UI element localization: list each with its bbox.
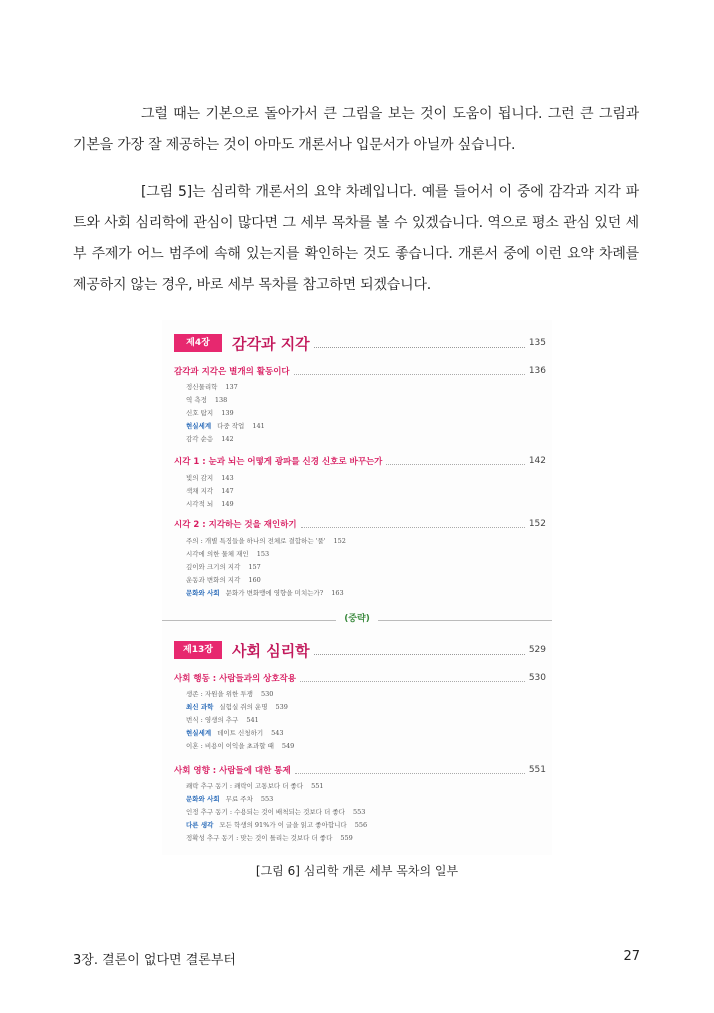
- item-page: 147: [221, 487, 234, 495]
- leader-dots: [295, 767, 525, 774]
- item-text: 모든 학생의 91%가 이 글을 읽고 좋아합니다: [219, 821, 347, 829]
- item-page: 160: [248, 576, 261, 584]
- chapter-badge: 제4장: [174, 334, 222, 352]
- chapter-row: [174, 330, 546, 356]
- section-page: 142: [528, 456, 546, 466]
- toc-figure: [162, 320, 552, 855]
- section-row: [174, 454, 546, 468]
- item-text: 실험실 쥐의 운명: [219, 703, 268, 711]
- toc-item: [186, 794, 273, 804]
- item-page: 530: [260, 690, 274, 698]
- item-text: 문화가 변화맹에 영향을 미치는가?: [225, 589, 324, 597]
- toc-item: [186, 781, 324, 791]
- divider-line: [378, 613, 552, 621]
- divider-label: (중략): [344, 613, 370, 624]
- item-text: 깊이와 크기의 지각: [186, 563, 241, 571]
- leader-dots: [314, 646, 525, 655]
- item-page: 138: [214, 396, 228, 404]
- footer-chapter-label: 3장. 결론이 없다면 결론부터: [73, 953, 236, 968]
- toc-item: [186, 820, 367, 830]
- toc-item: [186, 486, 234, 496]
- toc-item: [186, 395, 227, 405]
- leader-dots: [301, 521, 525, 528]
- figure-caption: [그림 6] 심리학 개론 세부 목차의 일부: [255, 864, 459, 878]
- section-title: 사회 영향 : 사람들에 대한 통제: [174, 766, 291, 776]
- item-text: 다중 작업: [217, 422, 245, 430]
- item-text: 시각적 뇌: [186, 500, 214, 508]
- item-page: 142: [221, 435, 234, 443]
- section-row: [174, 763, 546, 777]
- item-text: 쾌락 추구 동기 : 쾌락이 고통보다 더 좋다: [186, 782, 304, 790]
- section-title: 감각과 지각은 별개의 활동이다: [174, 367, 290, 377]
- item-page: 163: [331, 589, 344, 597]
- item-page: 143: [221, 474, 234, 482]
- item-text: 정신물리학: [186, 383, 218, 391]
- toc-item: [186, 473, 234, 483]
- item-text: 정확성 추구 동기 : 맞는 것이 틀리는 것보다 더 좋다: [186, 834, 333, 842]
- item-text: 무료 주차: [225, 795, 253, 803]
- body-paragraph-2: [그림 5]는 심리학 개론서의 요약 차례입니다. 예를 들어서 이 중에 감각과 지각 파트와 사회 심리학에 관심이 많다면 그 세부 목차를 볼 수 있겠습니다. 역으로 평소 관심 있던 세부 주제가 어느 범주에 속해 있는지를 확인하는 것도 좋습니다. 개론서 중에 이런 요약 차례를 제공하지 않는 경우, 바로 세부 목차를 참고하면 되겠습니다.: [73, 184, 639, 293]
- chapter-title: 감각과 지각: [232, 334, 310, 353]
- toc-item: [186, 536, 346, 546]
- item-tag: 현실세계: [186, 729, 212, 737]
- item-page: 549: [281, 742, 295, 750]
- toc-item: [186, 689, 273, 699]
- toc-item: [186, 382, 238, 392]
- chapter-page: 135: [528, 338, 546, 348]
- item-text: 운동과 변화의 지각: [186, 576, 241, 584]
- leader-dots: [300, 675, 525, 682]
- item-page: 541: [246, 716, 259, 724]
- item-page: 551: [311, 782, 324, 790]
- item-tag: 최신 과학: [186, 703, 214, 711]
- item-page: 139: [221, 409, 234, 417]
- section-page: 530: [528, 673, 546, 683]
- section-title: 사회 행동 : 사람들과의 상호작용: [174, 674, 296, 684]
- item-text: 시각에 의한 물체 재인: [186, 550, 249, 558]
- item-page: 149: [221, 500, 234, 508]
- toc-item: [186, 434, 234, 444]
- item-page: 553: [352, 808, 366, 816]
- section-page: 152: [528, 519, 546, 529]
- toc-item: [186, 499, 234, 509]
- item-text: 번식 : 영생의 추구: [186, 716, 239, 724]
- item-page: 137: [225, 383, 238, 391]
- item-text: 인정 추구 동기 : 수용되는 것이 배척되는 것보다 더 좋다: [186, 808, 345, 816]
- item-text: 데이트 신청하기: [217, 729, 264, 737]
- item-page: 543: [271, 729, 284, 737]
- item-page: 553: [260, 795, 274, 803]
- chapter-title: 사회 심리학: [232, 641, 310, 660]
- item-page: 539: [275, 703, 288, 711]
- item-page: 141: [252, 422, 265, 430]
- toc-item: [186, 741, 294, 751]
- chapter-page: 529: [528, 645, 546, 655]
- divider-line: [162, 613, 336, 621]
- item-tag: 문화와 사회: [186, 589, 220, 597]
- section-row: [174, 517, 546, 531]
- item-text: 주의 : 개별 특징들을 하나의 전체로 결합하는 '풀': [186, 537, 326, 545]
- toc-item: [186, 728, 284, 738]
- section-title: 시각 2 : 지각하는 것을 재인하기: [174, 520, 297, 530]
- item-text: 이혼 : 비용이 이익을 초과할 때: [186, 742, 274, 750]
- leader-dots: [294, 368, 525, 375]
- item-page: 556: [354, 821, 368, 829]
- toc-item: [186, 588, 344, 598]
- item-page: 153: [256, 550, 270, 558]
- omission-divider: [162, 610, 552, 624]
- toc-item: [186, 421, 265, 431]
- footer-page-number: 27: [623, 949, 640, 964]
- item-text: 색채 지각: [186, 487, 214, 495]
- leader-dots: [386, 458, 524, 465]
- item-page: 559: [340, 834, 353, 842]
- section-row: [174, 364, 546, 378]
- section-title: 시각 1 : 눈과 뇌는 어떻게 광파를 신경 신호로 바꾸는가: [174, 457, 383, 467]
- toc-item: [186, 715, 259, 725]
- item-text: 신호 탐지: [186, 409, 214, 417]
- item-text: 감각 순응: [186, 435, 214, 443]
- toc-item: [186, 833, 353, 843]
- leader-dots: [314, 339, 525, 348]
- item-text: 생존 : 자원을 위한 투쟁: [186, 690, 253, 698]
- section-row: [174, 671, 546, 685]
- body-paragraph-1: 그럴 때는 기본으로 돌아가서 큰 그림을 보는 것이 도움이 됩니다. 그런 큰 그림과 기본을 가장 잘 제공하는 것이 아마도 개론서나 입문서가 아닐까 싶습니다.: [73, 106, 639, 153]
- toc-item: [186, 549, 269, 559]
- toc-item: [186, 408, 234, 418]
- toc-item: [186, 807, 365, 817]
- item-tag: 다른 생각: [186, 821, 214, 829]
- item-text: 역 측정: [186, 396, 207, 404]
- chapter-row: [174, 637, 546, 663]
- item-tag: 현실세계: [186, 422, 212, 430]
- section-page: 551: [528, 765, 546, 775]
- toc-item: [186, 562, 261, 572]
- section-page: 136: [528, 366, 546, 376]
- toc-item: [186, 575, 261, 585]
- chapter-badge: 제13장: [174, 641, 222, 659]
- item-page: 157: [248, 563, 261, 571]
- item-tag: 문화와 사회: [186, 795, 220, 803]
- item-page: 152: [333, 537, 346, 545]
- item-text: 빛의 감지: [186, 474, 214, 482]
- toc-item: [186, 702, 288, 712]
